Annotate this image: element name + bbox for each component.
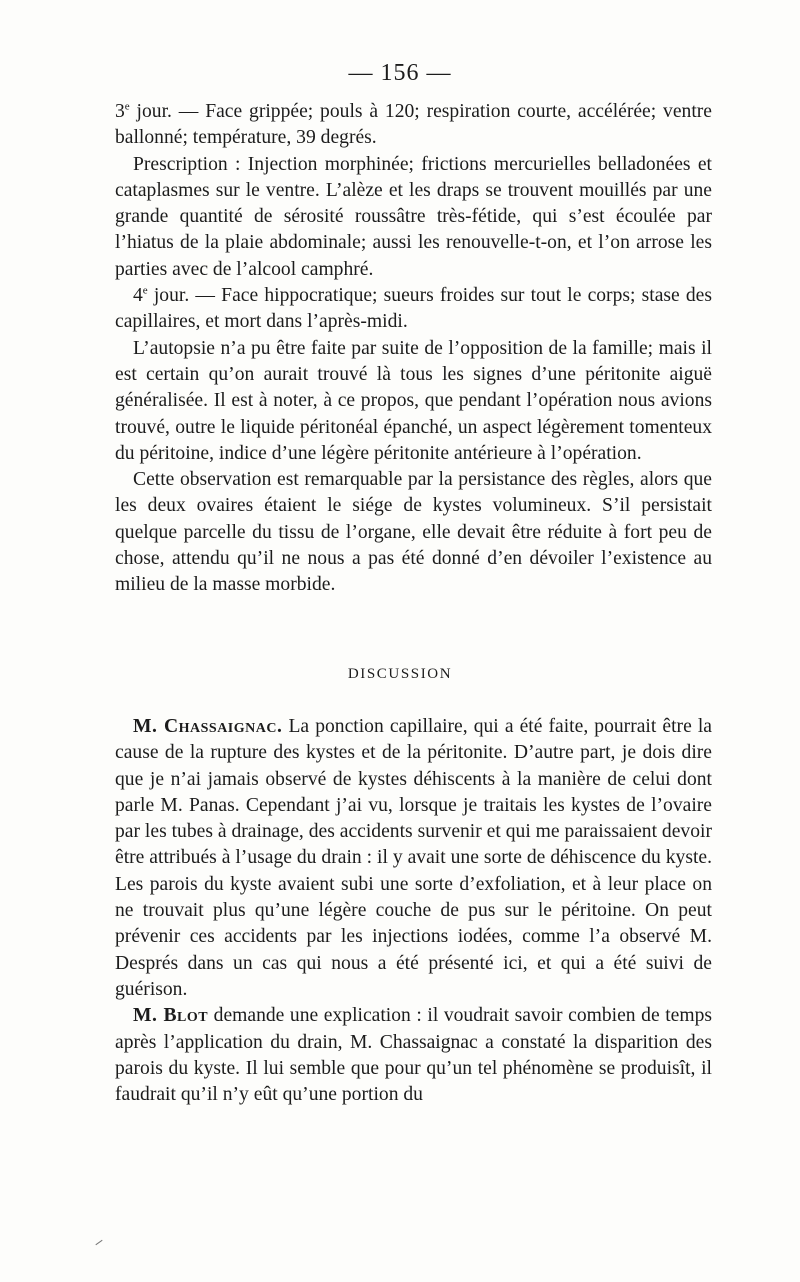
paragraph-observation: Cette observation est remarquable par la persistance des règles, alors que les deux ovaires étaient le siége de kystes volumineux. S’il persistait quelque parcelle du tissu de l’organe, elle devait être réduite à fort peu de chose, attendu qu’il ne nous a pas été donné d’en dévoiler l’existence au milieu de la masse morbide. bbox=[115, 469, 712, 596]
paragraph-prescription: Prescription : Injection morphinée; frictions mercurielles belladonées et cataplasmes sur le ventre. L’alèze et les draps se trouvent mouillés par une grande quantité de sérosité roussâtre très-fétide, qui s’est écoulée par l’hiatus de la plaie abdominale; aussi les renouvelle-t-on, et l’on arrose les parties avec de l’alcool camphré. bbox=[115, 153, 712, 280]
speaker-name: M. Blot bbox=[133, 1005, 209, 1027]
day-suffix: e bbox=[142, 284, 148, 297]
section-heading-discussion: DISCUSSION bbox=[347, 666, 453, 682]
paragraph-day-4 bbox=[115, 283, 712, 336]
day-number: 3 bbox=[115, 101, 125, 122]
paragraph-text: jour. — Face grippée; pouls à 120; respiration courte, accélérée; ventre ballonné; température, 39 degrés. bbox=[115, 101, 712, 149]
discussion-text bbox=[115, 714, 712, 1108]
paragraph-blot bbox=[115, 1003, 712, 1108]
paragraph-day-3 bbox=[115, 99, 712, 152]
observation-text bbox=[115, 99, 712, 599]
paragraph-chassaignac bbox=[115, 714, 712, 1003]
paragraph-text: jour. — Face hippocratique; sueurs froides sur tout le corps; stase des capillaires, et mort dans l’après-midi. bbox=[115, 285, 712, 333]
page-number: — 156 — bbox=[348, 60, 452, 86]
speaker-name: M. Chassaignac. bbox=[133, 716, 283, 737]
paragraph-autopsy: L’autopsie n’a pu être faite par suite de l’opposition de la famille; mais il est certain qu’on aurait trouvé là tous les signes d’une péritonite aiguë généralisée. Il est à noter, à ce propos, que pendant l’opération nous avions trouvé, outre le liquide péritonéal épanché, un aspect légèrement tomenteux du péritoine, indice d’une légère péritonite antérieure à l’opération. bbox=[115, 337, 712, 464]
paragraph-text: demande une explication : il voudrait savoir combien de temps après l’application du drain, M. Chassaignac a constaté la disparition des parois du kyste. Il lui semble que pour qu’un tel phénomène se produisît, il faudrait qu’il n’y eût qu’une portion du bbox=[115, 1005, 712, 1106]
day-suffix: e bbox=[124, 100, 130, 113]
paper-speck bbox=[95, 1240, 102, 1245]
paragraph-text: La ponction capillaire, qui a été faite, pourrait être la cause de la rupture des kystes et de la péritonite. D’autre part, je dois dire que je n’ai jamais observé de kystes déhiscents à la manière de celui dont parle M. Panas. Cependant j’ai vu, lorsque je traitais les kystes de l’ovaire par les tubes à drainage, des accidents survenir et qui me paraissaient devoir être attribués à l’usage du drain : il y avait une sorte de déhiscence du kyste. Les parois du kyste avaient subi une sorte d’exfoliation, et à leur place on ne trouvait plus qu’une légère couche de pus sur le péritoine. On peut prévenir ces accidents par les injections iodées, comme l’a observé M. Després dans un cas qui nous a été présenté ici, et qui a été suivi de guérison. bbox=[115, 716, 712, 1000]
day-number: 4 bbox=[133, 285, 143, 307]
